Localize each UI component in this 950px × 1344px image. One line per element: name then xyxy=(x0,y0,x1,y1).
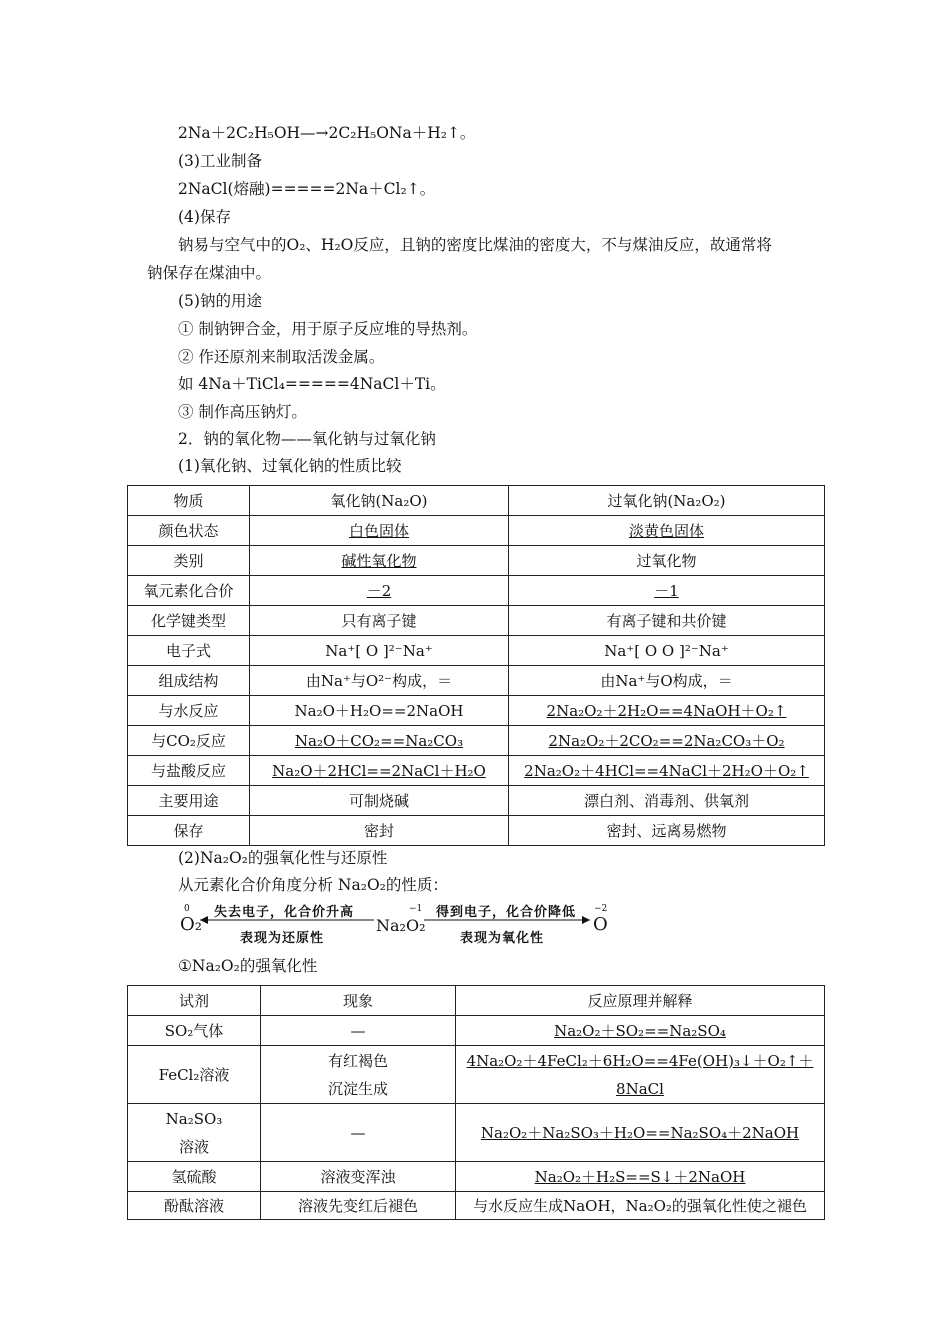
oxide-comparison-table xyxy=(127,485,825,846)
table-header-row xyxy=(128,486,825,516)
row-label: 化学键类型 xyxy=(128,606,250,636)
heading-industrial-prep: (3)工业制备 xyxy=(178,152,262,170)
cell-na2o2: －1 xyxy=(509,576,825,606)
redox-diagram xyxy=(178,900,618,950)
principle-cell: Na₂O₂＋Na₂SO₃＋H₂O==Na₂SO₄＋2NaOH xyxy=(456,1104,825,1162)
row-label: 与CO₂反应 xyxy=(128,726,250,756)
table-row xyxy=(128,546,825,576)
table-row xyxy=(128,666,825,696)
o-oxidation-state: −2 xyxy=(594,904,608,914)
row-label: 颜色状态 xyxy=(128,516,250,546)
cell-na2o2: 有离子键和共价键 xyxy=(509,606,825,636)
equation-ticl4: 如 4Na＋TiCl₄=====4NaCl＋Ti。 xyxy=(178,375,446,393)
phenomenon-cell: — xyxy=(261,1104,456,1162)
reagent-cell: 酚酞溶液 xyxy=(128,1192,261,1220)
subheading-redox: (2)Na₂O₂的强氧化性与还原性 xyxy=(178,849,388,867)
use-item-1: ① 制钠钾合金，用于原子反应堆的导热剂。 xyxy=(178,320,478,338)
header-cell: 过氧化钠(Na₂O₂) xyxy=(509,486,825,516)
row-label: 类别 xyxy=(128,546,250,576)
header-cell: 氧化钠(Na₂O) xyxy=(250,486,509,516)
cell-na2o: 由Na⁺与O²⁻构成，＝ xyxy=(250,666,509,696)
phenomenon-cell: 溶液变浑浊 xyxy=(261,1162,456,1192)
cell-na2o2: 2Na₂O₂＋2H₂O==4NaOH＋O₂↑ xyxy=(509,696,825,726)
na2o2-oxidation-state: −1 xyxy=(409,904,423,914)
table-row xyxy=(128,1192,825,1220)
o2-species: O₂ xyxy=(180,914,202,935)
cell-na2o2: 2Na₂O₂＋2CO₂==2Na₂CO₃＋O₂ xyxy=(509,726,825,756)
cell-na2o: 碱性氧化物 xyxy=(250,546,509,576)
row-label: 主要用途 xyxy=(128,786,250,816)
equation-na-ethanol: 2Na＋2C₂H₅OH—→2C₂H₅ONa＋H₂↑。 xyxy=(178,124,476,142)
cell-na2o2: 密封、远离易燃物 xyxy=(509,816,825,846)
label-gain-electrons: 得到电子，化合价降低 xyxy=(436,905,577,920)
table-row xyxy=(128,516,825,546)
oxidizer-reactions-table xyxy=(127,985,825,1220)
row-label: 保存 xyxy=(128,816,250,846)
principle-cell: Na₂O₂＋SO₂==Na₂SO₄ xyxy=(456,1016,825,1046)
na2o2-species: Na₂O₂ xyxy=(376,916,426,935)
cell-na2o: Na₂O＋CO₂==Na₂CO₃ xyxy=(250,726,509,756)
label-lose-electrons: 失去电子，化合价升高 xyxy=(214,905,355,920)
table-row xyxy=(128,756,825,786)
principle-cell: 4Na₂O₂＋4FeCl₂＋6H₂O==4Fe(OH)₃↓＋O₂↑＋ 8NaCl xyxy=(456,1046,825,1104)
use-item-3: ③ 制作高压钠灯。 xyxy=(178,403,307,421)
label-reducing: 表现为还原性 xyxy=(240,931,325,946)
header-cell: 现象 xyxy=(261,986,456,1016)
storage-paragraph-line2: 钠保存在煤油中。 xyxy=(147,264,272,282)
cell-na2o: 可制烧碱 xyxy=(250,786,509,816)
heading-storage: (4)保存 xyxy=(178,208,231,226)
table-row xyxy=(128,786,825,816)
table-row xyxy=(128,816,825,846)
row-label: 氧元素化合价 xyxy=(128,576,250,606)
table-header-row xyxy=(128,986,825,1016)
phenomenon-cell: 溶液先变红后褪色 xyxy=(261,1192,456,1220)
cell-na2o: Na₂O＋H₂O==2NaOH xyxy=(250,696,509,726)
table-row xyxy=(128,1046,825,1104)
cell-na2o2: 过氧化物 xyxy=(509,546,825,576)
section-heading-oxides: 2．钠的氧化物——氧化钠与过氧化钠 xyxy=(178,430,436,448)
cell-na2o: Na₂O＋2HCl==2NaCl＋H₂O xyxy=(250,756,509,786)
header-cell: 物质 xyxy=(128,486,250,516)
cell-na2o: 密封 xyxy=(250,816,509,846)
heading-uses: (5)钠的用途 xyxy=(178,292,262,310)
arrow-right-head xyxy=(582,916,590,924)
principle-cell: Na₂O₂＋H₂S==S↓＋2NaOH xyxy=(456,1162,825,1192)
intro-analysis: 从元素化合价角度分析 Na₂O₂的性质： xyxy=(178,876,448,894)
cell-na2o: －2 xyxy=(250,576,509,606)
phenomenon-cell: — xyxy=(261,1016,456,1046)
cell-na2o: 只有离子键 xyxy=(250,606,509,636)
cell-na2o2: 淡黄色固体 xyxy=(509,516,825,546)
cell-na2o2: 漂白剂、消毒剂、供氧剂 xyxy=(509,786,825,816)
table-row xyxy=(128,696,825,726)
table-row xyxy=(128,1162,825,1192)
equation-nacl-electrolysis: 2NaCl(熔融)=====2Na＋Cl₂↑。 xyxy=(178,180,436,198)
table-row xyxy=(128,1016,825,1046)
reagent-cell: 氢硫酸 xyxy=(128,1162,261,1192)
table-row xyxy=(128,606,825,636)
row-label: 组成结构 xyxy=(128,666,250,696)
row-label: 与水反应 xyxy=(128,696,250,726)
header-cell: 反应原理并解释 xyxy=(456,986,825,1016)
cell-na2o2: 2Na₂O₂＋4HCl==4NaCl＋2H₂O＋O₂↑ xyxy=(509,756,825,786)
subheading-comparison: (1)氧化钠、过氧化钠的性质比较 xyxy=(178,457,402,475)
cell-na2o2: 由Na⁺与O构成，＝ xyxy=(509,666,825,696)
cell-na2o: Na⁺[ O ]²⁻Na⁺ xyxy=(250,636,509,666)
use-item-2: ② 作还原剂来制取活泼金属。 xyxy=(178,348,385,366)
cell-na2o2: Na⁺[ O O ]²⁻Na⁺ xyxy=(509,636,825,666)
label-oxidizing: 表现为氧化性 xyxy=(460,931,545,946)
storage-paragraph-line1: 钠易与空气中的O₂、H₂O反应，且钠的密度比煤油的密度大，不与煤油反应，故通常将 xyxy=(178,236,772,254)
row-label: 与盐酸反应 xyxy=(128,756,250,786)
o2-oxidation-state: 0 xyxy=(184,904,190,914)
reagent-cell: FeCl₂溶液 xyxy=(128,1046,261,1104)
table-row xyxy=(128,726,825,756)
row-label: 电子式 xyxy=(128,636,250,666)
phenomenon-cell: 有红褐色 沉淀生成 xyxy=(261,1046,456,1104)
reagent-cell: SO₂气体 xyxy=(128,1016,261,1046)
table-row xyxy=(128,1104,825,1162)
o-species: O xyxy=(593,914,608,935)
header-cell: 试剂 xyxy=(128,986,261,1016)
table-row xyxy=(128,576,825,606)
cell-na2o: 白色固体 xyxy=(250,516,509,546)
reagent-cell: Na₂SO₃ 溶液 xyxy=(128,1104,261,1162)
principle-cell: 与水反应生成NaOH，Na₂O₂的强氧化性使之褪色 xyxy=(456,1192,825,1220)
table-row xyxy=(128,636,825,666)
subheading-strong-oxidizer: ①Na₂O₂的强氧化性 xyxy=(178,957,318,975)
